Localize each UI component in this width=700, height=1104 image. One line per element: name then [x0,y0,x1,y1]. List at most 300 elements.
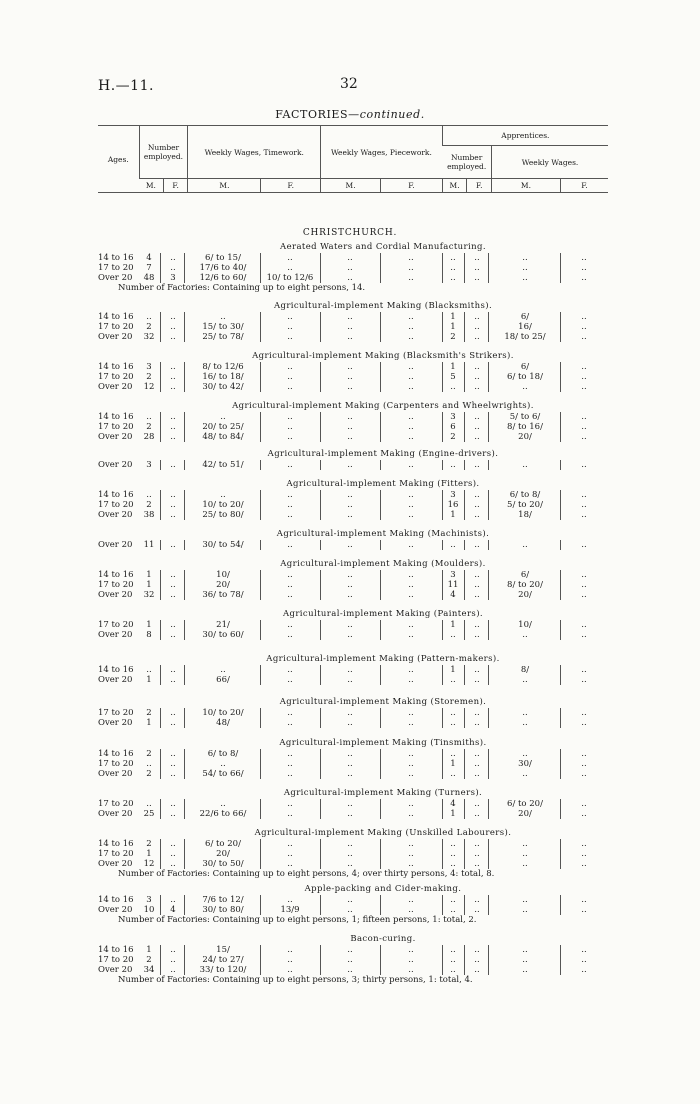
cell-m: 1 [146,570,152,580]
industry-block [98,787,608,819]
column-rule [184,490,185,520]
cell-m: .. [146,312,152,322]
cell-pf: .. [408,769,414,779]
cell-wm: 10/ [518,620,532,630]
col-m: M. [188,179,261,193]
cell-pm: .. [347,332,353,342]
table-row [98,809,608,819]
column-rule [160,460,161,470]
cell-pm: .. [347,675,353,685]
column-rule [442,620,443,640]
industry-title: Aerated Waters and Cordial Manufacturing. [280,242,486,252]
column-rule [160,749,161,779]
column-rule [160,312,161,342]
column-rule [464,412,465,442]
cell-wf: .. [581,273,587,283]
cell-pm: .. [347,490,353,500]
column-rule [260,490,261,520]
column-rule [464,620,465,640]
column-rule [184,839,185,869]
column-rule [184,708,185,728]
cell-m: 38 [143,510,155,520]
column-rule [380,620,381,640]
table-row [98,263,608,273]
cell-wm: 5/ to 6/ [509,412,541,422]
cell-pf: .. [408,749,414,759]
cell-tm: 20/ [216,849,230,859]
cell-wm: .. [522,905,528,915]
cell-m: 2 [146,708,152,718]
cell-wf: .. [581,580,587,590]
col-wages-piecework: Weekly Wages, Piecework. [321,126,443,179]
cell-tf: .. [287,759,293,769]
cell-f: .. [170,312,176,322]
cell-f: .. [170,809,176,819]
cell-pf: .. [408,322,414,332]
cell-tm: .. [220,412,226,422]
cell-af: .. [474,759,480,769]
column-rule [320,839,321,869]
column-rule [442,570,443,600]
cell-tf: .. [287,570,293,580]
column-rule [442,490,443,520]
cell-wm: .. [522,955,528,965]
cell-pf: .. [408,590,414,600]
cell-tf: .. [287,955,293,965]
cell-pm: .. [347,965,353,975]
industry-block [98,300,608,342]
cell-pm: .. [347,422,353,432]
cell-tf: 13/9 [280,905,300,915]
cell-m: 2 [146,372,152,382]
column-rule [380,665,381,685]
column-rule [184,570,185,600]
table-row [98,859,608,869]
cell-tf: .. [287,500,293,510]
cell-pf: .. [408,540,414,550]
column-rule [160,540,161,550]
column-rule [160,412,161,442]
table-row [98,422,608,432]
cell-am: .. [450,675,456,685]
cell-af: .. [474,895,480,905]
cell-af: .. [474,799,480,809]
column-rule [560,570,561,600]
cell-tf: .. [287,372,293,382]
cell-pm: .. [347,540,353,550]
cell-age: 14 to 16 [98,253,134,263]
cell-m: 3 [146,895,152,905]
cell-tm: 54/ to 66/ [202,769,244,779]
cell-m: 12 [143,859,155,869]
cell-wf: .. [581,263,587,273]
cell-m: 3 [146,460,152,470]
industry-title: Agricultural-implement Making (Engine-drivers). [267,449,499,459]
cell-f: .. [170,490,176,500]
cell-af: .. [474,432,480,442]
cell-age: 17 to 20 [98,799,134,809]
column-rule [184,540,185,550]
column-rule [320,362,321,392]
cell-pf: .. [408,460,414,470]
column-rule [380,540,381,550]
cell-f: 4 [170,905,176,915]
cell-af: .. [474,322,480,332]
column-rule [488,839,489,869]
column-rule [320,799,321,819]
cell-wm: .. [522,273,528,283]
factories-note: Number of Factories: Containing up to eight persons, 1; fifteen persons, 1: total, 2. [118,915,477,925]
cell-pf: .. [408,839,414,849]
cell-m: 4 [146,253,152,263]
cell-tm: 30/ to 50/ [202,859,244,869]
cell-tf: .. [287,540,293,550]
col-f: F. [560,179,608,193]
column-rule [260,362,261,392]
cell-age: 14 to 16 [98,490,134,500]
industry-block [98,400,608,442]
col-f: F. [467,179,492,193]
cell-pm: .. [347,580,353,590]
cell-tm: 30/ to 60/ [202,630,244,640]
table-row [98,590,608,600]
table-row [98,630,608,640]
cell-age: 14 to 16 [98,895,134,905]
table-row [98,332,608,342]
cell-af: .. [474,570,480,580]
cell-f: .. [170,500,176,510]
table-row [98,718,608,728]
cell-tm: 17/6 to 40/ [199,263,247,273]
column-rule [260,570,261,600]
cell-f: .. [170,759,176,769]
cell-af: .. [474,965,480,975]
industry-title: Agricultural-implement Making (Painters). [282,609,484,619]
cell-am: 1 [450,620,456,630]
cell-tf: .. [287,769,293,779]
cell-wm: 6/ to 20/ [507,799,543,809]
cell-pm: .. [347,570,353,580]
cell-af: .. [474,412,480,422]
cell-wf: .. [581,630,587,640]
cell-tf: .. [287,510,293,520]
column-rule [380,895,381,915]
cell-f: .. [170,630,176,640]
column-headers [98,125,608,193]
column-rule [488,895,489,915]
cell-wf: .. [581,945,587,955]
cell-tm: .. [220,312,226,322]
cell-m: .. [146,490,152,500]
column-rule [442,312,443,342]
cell-wf: .. [581,809,587,819]
column-rule [184,460,185,470]
cell-tf: .. [287,809,293,819]
cell-wf: .. [581,708,587,718]
column-rule [380,570,381,600]
cell-tm: 20/ to 25/ [202,422,244,432]
cell-wf: .. [581,859,587,869]
cell-wf: .. [581,362,587,372]
cell-pm: .. [347,839,353,849]
cell-pf: .. [408,263,414,273]
cell-am: .. [450,540,456,550]
cell-tm: 36/ to 78/ [202,590,244,600]
cell-am: 11 [447,580,459,590]
cell-age: 14 to 16 [98,362,134,372]
industry-block [98,827,608,879]
table-row [98,620,608,630]
cell-m: 1 [146,620,152,630]
cell-m: 48 [143,273,155,283]
column-rule [442,895,443,915]
cell-am: 2 [450,332,456,342]
cell-wm: .. [522,839,528,849]
cell-am: 1 [450,322,456,332]
cell-f: .. [170,839,176,849]
column-rule [160,945,161,975]
cell-f: .. [170,859,176,869]
industry-title: Agricultural-implement Making (Machinists). [276,529,490,539]
industry-title: Agricultural-implement Making (Pattern-makers). [266,654,500,664]
cell-f: .. [170,510,176,520]
cell-wm: .. [522,895,528,905]
cell-af: .. [474,849,480,859]
cell-wm: 6/ to 18/ [507,372,543,382]
table-row [98,253,608,263]
cell-tm: 21/ [216,620,230,630]
cell-m: 10 [143,905,155,915]
column-rule [560,620,561,640]
cell-pm: .. [347,273,353,283]
factories-note: Number of Factories: Containing up to eight persons, 14. [118,283,366,293]
cell-af: .. [474,905,480,915]
cell-tf: .. [287,590,293,600]
cell-pf: .. [408,510,414,520]
column-rule [260,839,261,869]
cell-tm: 20/ [216,580,230,590]
cell-f: .. [170,253,176,263]
cell-am: .. [450,859,456,869]
cell-age: Over 20 [98,432,133,442]
column-rule [464,490,465,520]
cell-age: Over 20 [98,630,133,640]
cell-pf: .. [408,955,414,965]
cell-wf: .. [581,839,587,849]
cell-wm: .. [522,675,528,685]
cell-tm: .. [220,759,226,769]
cell-wf: .. [581,799,587,809]
cell-pm: .. [347,312,353,322]
column-rule [320,945,321,975]
column-rule [260,620,261,640]
col-appr-weekly-wages: Weekly Wages. [492,146,608,179]
column-rule [160,570,161,600]
column-rule [320,312,321,342]
cell-tm: 25/ to 78/ [202,332,244,342]
cell-wm: .. [522,718,528,728]
cell-tm: 6/ to 15/ [205,253,241,263]
column-rule [184,945,185,975]
column-rule [160,490,161,520]
industry-title: Agricultural-implement Making (Blacksmiths). [273,301,493,311]
cell-age: 17 to 20 [98,849,134,859]
cell-pf: .. [408,580,414,590]
cell-age: 14 to 16 [98,312,134,322]
cell-pm: .. [347,460,353,470]
cell-m: 12 [143,382,155,392]
cell-wm: .. [522,859,528,869]
cell-tf: .. [287,580,293,590]
cell-pm: .. [347,620,353,630]
cell-wm: 8/ [520,665,530,675]
cell-age: Over 20 [98,809,133,819]
cell-f: .. [170,965,176,975]
column-rule [184,895,185,915]
cell-pm: .. [347,718,353,728]
cell-m: .. [146,665,152,675]
industry-block [98,737,608,779]
cell-m: 25 [143,809,155,819]
cell-af: .. [474,809,480,819]
cell-tm: 22/6 to 66/ [199,809,247,819]
column-rule [320,665,321,685]
column-rule [160,895,161,915]
cell-wm: 5/ to 20/ [507,500,543,510]
cell-af: .. [474,490,480,500]
cell-pf: .. [408,630,414,640]
column-rule [442,460,443,470]
cell-tf: .. [287,490,293,500]
table-row [98,382,608,392]
cell-af: .. [474,749,480,759]
cell-tf: .. [287,312,293,322]
cell-af: .. [474,859,480,869]
cell-age: Over 20 [98,540,133,550]
column-rule [488,620,489,640]
cell-pf: .. [408,273,414,283]
cell-m: 3 [146,362,152,372]
col-m: M. [442,179,467,193]
table-row [98,460,608,470]
industry-block [98,350,608,392]
column-rule [442,945,443,975]
column-rule [260,540,261,550]
cell-pm: .. [347,362,353,372]
cell-wm: 8/ to 16/ [507,422,543,432]
cell-age: 17 to 20 [98,620,134,630]
cell-pm: .. [347,372,353,382]
table-row [98,580,608,590]
column-rule [320,895,321,915]
column-rule [488,490,489,520]
cell-m: .. [146,759,152,769]
cell-wf: .. [581,590,587,600]
cell-pf: .. [408,362,414,372]
cell-tm: 25/ to 80/ [202,510,244,520]
cell-af: .. [474,718,480,728]
cell-wm: 18/ [518,510,532,520]
cell-age: Over 20 [98,965,133,975]
cell-af: .. [474,708,480,718]
cell-wm: 20/ [518,590,532,600]
cell-af: .. [474,263,480,273]
cell-pf: .. [408,809,414,819]
column-rule [560,253,561,283]
cell-age: Over 20 [98,675,133,685]
cell-am: .. [450,630,456,640]
cell-wm: .. [522,769,528,779]
cell-f: .. [170,372,176,382]
cell-m: .. [146,799,152,809]
cell-wm: 6/ to 8/ [509,490,541,500]
cell-wf: .. [581,570,587,580]
cell-f: .. [170,769,176,779]
column-rule [464,312,465,342]
column-rule [160,839,161,869]
cell-pm: .. [347,759,353,769]
cell-wf: .. [581,849,587,859]
cell-age: 14 to 16 [98,945,134,955]
column-rule [488,362,489,392]
column-rule [488,253,489,283]
column-rule [184,412,185,442]
industry-block [98,608,608,640]
cell-wf: .. [581,253,587,263]
cell-f: .. [170,675,176,685]
cell-tf: .. [287,422,293,432]
cell-f: .. [170,718,176,728]
cell-am: 1 [450,759,456,769]
cell-pm: .. [347,630,353,640]
table-row [98,799,608,809]
column-rule [560,460,561,470]
cell-wf: .. [581,432,587,442]
cell-af: .. [474,839,480,849]
cell-tm: 15/ to 30/ [202,322,244,332]
cell-tf: .. [287,362,293,372]
cell-wm: .. [522,965,528,975]
cell-m: 1 [146,675,152,685]
table-row [98,412,608,422]
cell-tf: .. [287,708,293,718]
table-row [98,905,608,915]
cell-tf: .. [287,945,293,955]
table-row [98,372,608,382]
cell-wf: .. [581,540,587,550]
column-rule [260,253,261,283]
industry-title: Agricultural-implement Making (Unskilled Labourers). [254,828,512,838]
cell-tm: 6/ to 20/ [205,839,241,849]
cell-pf: .. [408,312,414,322]
column-rule [260,799,261,819]
cell-af: .. [474,769,480,779]
cell-wf: .. [581,905,587,915]
cell-am: .. [450,263,456,273]
cell-wm: .. [522,945,528,955]
cell-age: 17 to 20 [98,322,134,332]
column-rule [160,799,161,819]
table-row [98,362,608,372]
cell-f: .. [170,945,176,955]
cell-tm: .. [220,799,226,809]
column-rule [184,620,185,640]
cell-f: 3 [170,273,176,283]
cell-am: 3 [450,490,456,500]
cell-pf: .. [408,570,414,580]
column-rule [380,749,381,779]
column-rule [160,362,161,392]
